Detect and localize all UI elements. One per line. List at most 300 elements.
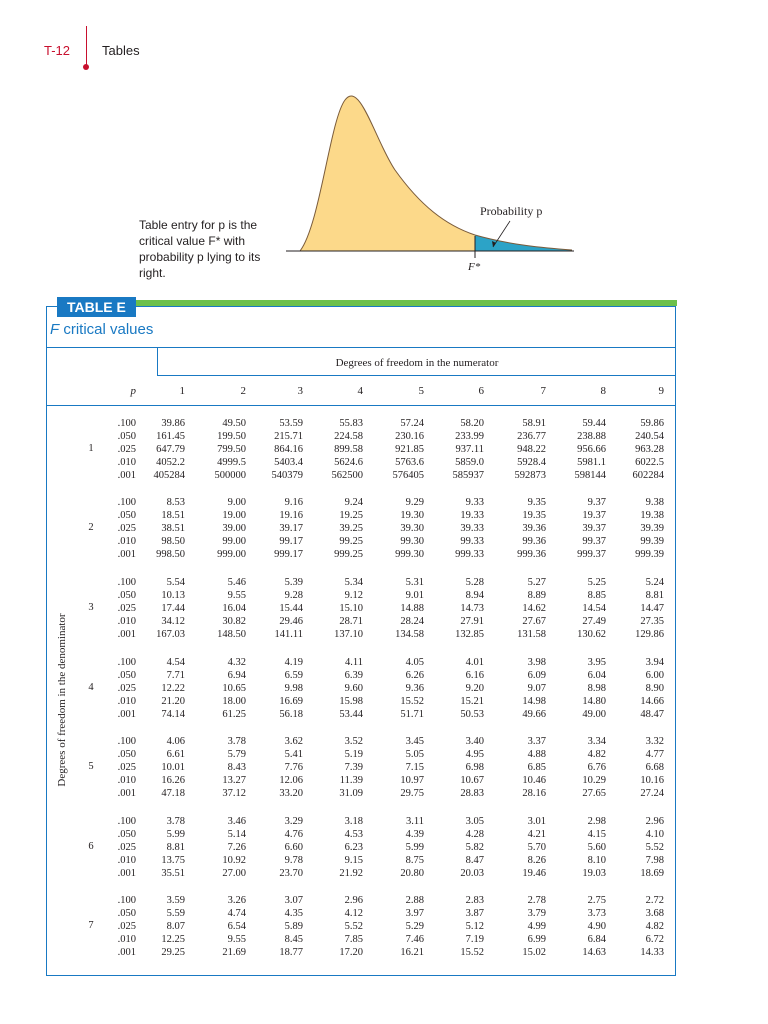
- table-cell: 6.84: [587, 934, 606, 945]
- table-cell: 99.30: [400, 536, 424, 547]
- table-cell: 5.52: [344, 921, 363, 932]
- f-distribution-figure: [0, 0, 768, 300]
- table-cell: 39.33: [460, 523, 484, 534]
- table-cell: 9.98: [284, 683, 303, 694]
- denominator-df-label: 6: [88, 841, 94, 852]
- table-cell: 33.20: [279, 788, 303, 799]
- table-cell: 132.85: [455, 629, 484, 640]
- table-cell: 18.69: [640, 868, 664, 879]
- table-cell: 20.80: [400, 868, 424, 879]
- p-value-cell: .025: [117, 523, 136, 534]
- table-cell: 58.20: [460, 418, 484, 429]
- table-cell: 148.50: [217, 629, 246, 640]
- table-cell: 17.44: [161, 603, 185, 614]
- table-cell: 3.37: [527, 736, 546, 747]
- table-cell: 8.89: [527, 590, 546, 601]
- table-cell: 10.13: [161, 590, 185, 601]
- table-cell: 4.06: [166, 736, 185, 747]
- p-value-cell: .010: [117, 616, 136, 627]
- table-cell: 13.27: [222, 775, 246, 786]
- table-cell: 6.16: [465, 670, 484, 681]
- table-cell: 4.19: [284, 657, 303, 668]
- table-cell: 3.79: [527, 908, 546, 919]
- table-cell: 7.26: [227, 842, 246, 853]
- table-cell: 230.16: [395, 431, 424, 442]
- table-cell: 3.40: [465, 736, 484, 747]
- table-cell: 19.00: [222, 510, 246, 521]
- table-cell: 3.05: [465, 816, 484, 827]
- p-value-cell: .025: [117, 762, 136, 773]
- value-column: [490, 735, 546, 800]
- table-cell: 9.55: [227, 934, 246, 945]
- table-cell: 34.12: [161, 616, 185, 627]
- value-column: [247, 496, 303, 561]
- column-header-6: 6: [478, 385, 484, 397]
- table-cell: 9.28: [284, 590, 303, 601]
- p-value-cell: .025: [117, 842, 136, 853]
- table-header-rule: [47, 347, 676, 348]
- section-title: Tables: [102, 43, 140, 58]
- value-column: [307, 894, 363, 959]
- table-cell: 9.55: [227, 590, 246, 601]
- table-row-block: [0, 417, 768, 482]
- table-cell: 999.00: [217, 549, 246, 560]
- table-cell: 53.44: [339, 709, 363, 720]
- table-subtitle-text: critical values: [59, 321, 154, 338]
- table-cell: 5.25: [587, 577, 606, 588]
- table-cell: 8.81: [645, 590, 664, 601]
- value-column: [190, 576, 246, 641]
- value-column: [368, 656, 424, 721]
- table-cell: 4.82: [587, 749, 606, 760]
- table-cell: 921.85: [395, 444, 424, 455]
- table-cell: 3.52: [344, 736, 363, 747]
- table-cell: 15.98: [339, 696, 363, 707]
- table-cell: 9.37: [587, 497, 606, 508]
- table-cell: 3.29: [284, 816, 303, 827]
- value-column: [490, 496, 546, 561]
- table-cell: 5.60: [587, 842, 606, 853]
- page-number: T-12: [44, 43, 71, 58]
- column-header-2: 2: [240, 385, 246, 397]
- table-cell: 8.90: [645, 683, 664, 694]
- table-cell: 999.33: [455, 549, 484, 560]
- table-cell: 963.28: [635, 444, 664, 455]
- table-cell: 8.98: [587, 683, 606, 694]
- table-cell: 19.25: [339, 510, 363, 521]
- table-cell: 27.91: [460, 616, 484, 627]
- table-cell: 6.98: [465, 762, 484, 773]
- table-cell: 10.16: [640, 775, 664, 786]
- table-cell: 3.78: [227, 736, 246, 747]
- table-cell: 7.15: [405, 762, 424, 773]
- value-column: [129, 815, 185, 880]
- table-cell: 5.99: [166, 829, 185, 840]
- table-cell: 4.01: [465, 657, 484, 668]
- table-cell: 98.50: [161, 536, 185, 547]
- p-value-cell: .010: [117, 536, 136, 547]
- table-cell: 23.70: [279, 868, 303, 879]
- table-cell: 999.37: [577, 549, 606, 560]
- table-cell: 7.39: [344, 762, 363, 773]
- table-cell: 3.95: [587, 657, 606, 668]
- column-header-4: 4: [357, 385, 363, 397]
- table-cell: 6022.5: [635, 457, 664, 468]
- table-cell: 9.78: [284, 855, 303, 866]
- table-cell: 21.92: [339, 868, 363, 879]
- value-column: [368, 735, 424, 800]
- table-cell: 3.11: [406, 816, 424, 827]
- table-cell: 14.33: [640, 947, 664, 958]
- table-cell: 12.25: [161, 934, 185, 945]
- table-cell: 5403.4: [274, 457, 303, 468]
- value-column: [307, 576, 363, 641]
- table-cell: 27.00: [222, 868, 246, 879]
- table-cell: 3.32: [645, 736, 664, 747]
- p-value-cell: .001: [117, 549, 136, 560]
- table-cell: 500000: [214, 470, 246, 481]
- value-column: [368, 894, 424, 959]
- table-cell: 5.52: [645, 842, 664, 853]
- value-column: [428, 735, 484, 800]
- p-value-cell: .050: [117, 510, 136, 521]
- table-cell: 19.35: [522, 510, 546, 521]
- table-cell: 14.80: [582, 696, 606, 707]
- table-cell: 19.46: [522, 868, 546, 879]
- table-cell: 4.28: [465, 829, 484, 840]
- table-cell: 999.17: [274, 549, 303, 560]
- table-cell: 14.66: [640, 696, 664, 707]
- table-cell: 99.00: [222, 536, 246, 547]
- table-cell: 39.86: [161, 418, 185, 429]
- table-cell: 3.94: [645, 657, 664, 668]
- table-cell: 4.05: [405, 657, 424, 668]
- table-cell: 8.94: [465, 590, 484, 601]
- table-cell: 39.36: [522, 523, 546, 534]
- value-column: [608, 417, 664, 482]
- table-cell: 5.05: [405, 749, 424, 760]
- probability-label: Probability p: [480, 204, 543, 218]
- table-cell: 15.52: [400, 696, 424, 707]
- table-cell: 7.98: [645, 855, 664, 866]
- table-cell: 137.10: [334, 629, 363, 640]
- value-column: [307, 815, 363, 880]
- p-value-cell: .100: [117, 497, 136, 508]
- table-cell: 4.53: [344, 829, 363, 840]
- table-cell: 592873: [514, 470, 546, 481]
- table-cell: 8.85: [587, 590, 606, 601]
- table-cell: 224.58: [334, 431, 363, 442]
- value-column: [608, 894, 664, 959]
- table-cell: 999.30: [395, 549, 424, 560]
- table-cell: 131.58: [517, 629, 546, 640]
- table-cell: 3.45: [405, 736, 424, 747]
- table-cell: 2.88: [405, 895, 424, 906]
- table-cell: 99.39: [640, 536, 664, 547]
- table-cell: 6.61: [166, 749, 185, 760]
- column-header-1: 1: [179, 385, 185, 397]
- table-cell: 998.50: [156, 549, 185, 560]
- table-cell: 49.50: [222, 418, 246, 429]
- p-value-cell: .050: [117, 908, 136, 919]
- table-cell: 9.01: [405, 590, 424, 601]
- table-cell: 9.29: [405, 497, 424, 508]
- table-cell: 9.07: [527, 683, 546, 694]
- table-cell: 16.26: [161, 775, 185, 786]
- p-value-cell: .050: [117, 829, 136, 840]
- table-cell: 8.26: [527, 855, 546, 866]
- table-cell: 6.26: [405, 670, 424, 681]
- table-cell: 4.88: [527, 749, 546, 760]
- figure-caption: Table entry for p is the critical value F* with probability p lying to its right.: [139, 218, 261, 280]
- table-cell: 2.96: [344, 895, 363, 906]
- table-cell: 3.97: [405, 908, 424, 919]
- table-cell: 99.36: [522, 536, 546, 547]
- numerator-rule: [157, 375, 676, 376]
- table-cell: 2.98: [587, 816, 606, 827]
- table-cell: 15.52: [460, 947, 484, 958]
- value-column: [550, 735, 606, 800]
- p-value-cell: .010: [117, 457, 136, 468]
- p-value-cell: .001: [117, 788, 136, 799]
- table-cell: 9.24: [344, 497, 363, 508]
- table-cell: 5.46: [227, 577, 246, 588]
- table-cell: 4.11: [345, 657, 363, 668]
- table-cell: 10.92: [222, 855, 246, 866]
- value-column: [368, 417, 424, 482]
- table-cell: 48.47: [640, 709, 664, 720]
- table-cell: 4.76: [284, 829, 303, 840]
- table-cell: 5.31: [405, 577, 424, 588]
- value-column: [368, 496, 424, 561]
- table-cell: 49.66: [522, 709, 546, 720]
- table-cell: 3.68: [645, 908, 664, 919]
- table-cell: 9.33: [465, 497, 484, 508]
- value-column: [550, 417, 606, 482]
- table-cell: 35.51: [161, 868, 185, 879]
- table-cell: 602284: [632, 470, 664, 481]
- p-column-header: p: [130, 385, 136, 397]
- value-column: [490, 894, 546, 959]
- table-cell: 5.99: [405, 842, 424, 853]
- table-cell: 39.39: [640, 523, 664, 534]
- table-cell: 27.24: [640, 788, 664, 799]
- table-cell: 38.51: [161, 523, 185, 534]
- table-cell: 129.86: [635, 629, 664, 640]
- p-value-cell: .100: [117, 736, 136, 747]
- table-cell: 5.19: [344, 749, 363, 760]
- table-cell: 999.36: [517, 549, 546, 560]
- table-cell: 7.71: [166, 670, 185, 681]
- table-subtitle-italic: F: [50, 321, 60, 338]
- table-cell: 11.39: [339, 775, 363, 786]
- value-column: [428, 417, 484, 482]
- table-cell: 3.18: [344, 816, 363, 827]
- table-cell: 3.01: [527, 816, 546, 827]
- table-cell: 12.22: [161, 683, 185, 694]
- table-cell: 12.06: [279, 775, 303, 786]
- table-cell: 21.20: [161, 696, 185, 707]
- table-cell: 14.62: [522, 603, 546, 614]
- value-column: [307, 656, 363, 721]
- table-cell: 27.67: [522, 616, 546, 627]
- table-cell: 9.35: [527, 497, 546, 508]
- value-column: [190, 417, 246, 482]
- table-cell: 19.38: [640, 510, 664, 521]
- table-cell: 9.15: [344, 855, 363, 866]
- table-cell: 57.24: [400, 418, 424, 429]
- p-value-cell: .001: [117, 709, 136, 720]
- table-cell: 28.16: [522, 788, 546, 799]
- table-cell: 4.21: [527, 829, 546, 840]
- p-value-cell: .010: [117, 696, 136, 707]
- table-subtitle: [50, 321, 153, 338]
- table-cell: 141.11: [274, 629, 303, 640]
- value-column: [490, 815, 546, 880]
- p-value-cell: .001: [117, 868, 136, 879]
- table-cell: 598144: [574, 470, 606, 481]
- table-cell: 61.25: [222, 709, 246, 720]
- value-column: [307, 735, 363, 800]
- table-cell: 5.41: [284, 749, 303, 760]
- table-cell: 8.07: [166, 921, 185, 932]
- table-cell: 130.62: [577, 629, 606, 640]
- table-cell: 6.59: [284, 670, 303, 681]
- table-cell: 3.59: [166, 895, 185, 906]
- table-cell: 2.96: [645, 816, 664, 827]
- table-cell: 19.37: [582, 510, 606, 521]
- table-tab: TABLE E: [57, 297, 136, 317]
- p-value-cell: .100: [117, 895, 136, 906]
- table-cell: 4052.2: [156, 457, 185, 468]
- table-cell: 5763.6: [395, 457, 424, 468]
- table-cell: 39.17: [279, 523, 303, 534]
- table-cell: 5.12: [465, 921, 484, 932]
- table-cell: 10.65: [222, 683, 246, 694]
- table-cell: 8.45: [284, 934, 303, 945]
- table-cell: 6.76: [587, 762, 606, 773]
- value-column: [190, 815, 246, 880]
- value-column: [608, 496, 664, 561]
- table-cell: 99.25: [339, 536, 363, 547]
- p-value-cell: .001: [117, 947, 136, 958]
- value-column: [129, 576, 185, 641]
- table-cell: 240.54: [635, 431, 664, 442]
- p-value-cell: .050: [117, 431, 136, 442]
- value-column: [428, 894, 484, 959]
- table-cell: 14.54: [582, 603, 606, 614]
- table-cell: 5.59: [166, 908, 185, 919]
- table-cell: 5.79: [227, 749, 246, 760]
- table-cell: 74.14: [161, 709, 185, 720]
- table-cell: 3.07: [284, 895, 303, 906]
- table-cell: 15.44: [279, 603, 303, 614]
- table-cell: 6.04: [587, 670, 606, 681]
- table-cell: 58.91: [522, 418, 546, 429]
- table-cell: 20.03: [460, 868, 484, 879]
- table-cell: 27.35: [640, 616, 664, 627]
- value-column: [608, 656, 664, 721]
- table-cell: 6.99: [527, 934, 546, 945]
- table-cell: 15.21: [460, 696, 484, 707]
- value-column: [129, 735, 185, 800]
- table-cell: 5.24: [645, 577, 664, 588]
- column-header-7: 7: [540, 385, 546, 397]
- table-cell: 5.89: [284, 921, 303, 932]
- table-cell: 18.00: [222, 696, 246, 707]
- table-cell: 233.99: [455, 431, 484, 442]
- table-cell: 7.76: [284, 762, 303, 773]
- table-cell: 6.39: [344, 670, 363, 681]
- table-cell: 3.78: [166, 816, 185, 827]
- denominator-label: Degrees of freedom in the denominator: [56, 613, 68, 787]
- table-cell: 199.50: [217, 431, 246, 442]
- table-cell: 5859.0: [455, 457, 484, 468]
- numerator-label: Degrees of freedom in the numerator: [335, 357, 499, 369]
- table-cell: 3.62: [284, 736, 303, 747]
- table-cell: 4.95: [465, 749, 484, 760]
- column-header-8: 8: [600, 385, 606, 397]
- table-cell: 3.26: [227, 895, 246, 906]
- value-column: [190, 656, 246, 721]
- table-cell: 28.71: [339, 616, 363, 627]
- value-column: [129, 496, 185, 561]
- table-row-block: [0, 735, 768, 800]
- table-cell: 4999.5: [217, 457, 246, 468]
- table-cell: 6.72: [645, 934, 664, 945]
- table-cell: 29.25: [161, 947, 185, 958]
- table-cell: 39.37: [582, 523, 606, 534]
- table-cell: 134.58: [395, 629, 424, 640]
- table-cell: 8.75: [405, 855, 424, 866]
- table-cell: 999.25: [334, 549, 363, 560]
- value-column: [190, 735, 246, 800]
- table-cell: 30.82: [222, 616, 246, 627]
- p-value-cell: .010: [117, 775, 136, 786]
- table-cell: 15.10: [339, 603, 363, 614]
- p-value-cell: .025: [117, 444, 136, 455]
- denominator-df-label: 3: [88, 602, 94, 613]
- denominator-df-label: 2: [88, 522, 94, 533]
- value-column: [490, 576, 546, 641]
- value-column: [550, 576, 606, 641]
- table-cell: 799.50: [217, 444, 246, 455]
- table-row-block: [0, 656, 768, 721]
- table-cell: 19.03: [582, 868, 606, 879]
- table-cell: 14.63: [582, 947, 606, 958]
- table-cell: 14.98: [522, 696, 546, 707]
- p-value-cell: .050: [117, 590, 136, 601]
- p-value-cell: .025: [117, 603, 136, 614]
- p-value-cell: .050: [117, 749, 136, 760]
- table-cell: 17.20: [339, 947, 363, 958]
- table-cell: 16.69: [279, 696, 303, 707]
- table-cell: 3.98: [527, 657, 546, 668]
- table-cell: 8.53: [166, 497, 185, 508]
- p-value-cell: .001: [117, 470, 136, 481]
- denominator-df-label: 4: [88, 682, 94, 693]
- table-cell: 5.39: [284, 577, 303, 588]
- value-column: [368, 576, 424, 641]
- column-header-9: 9: [658, 385, 664, 397]
- table-cell: 5.34: [344, 577, 363, 588]
- table-cell: 9.00: [227, 497, 246, 508]
- table-row-block: [0, 496, 768, 561]
- value-column: [247, 656, 303, 721]
- table-cell: 9.12: [344, 590, 363, 601]
- table-cell: 7.85: [344, 934, 363, 945]
- table-cell: 99.33: [460, 536, 484, 547]
